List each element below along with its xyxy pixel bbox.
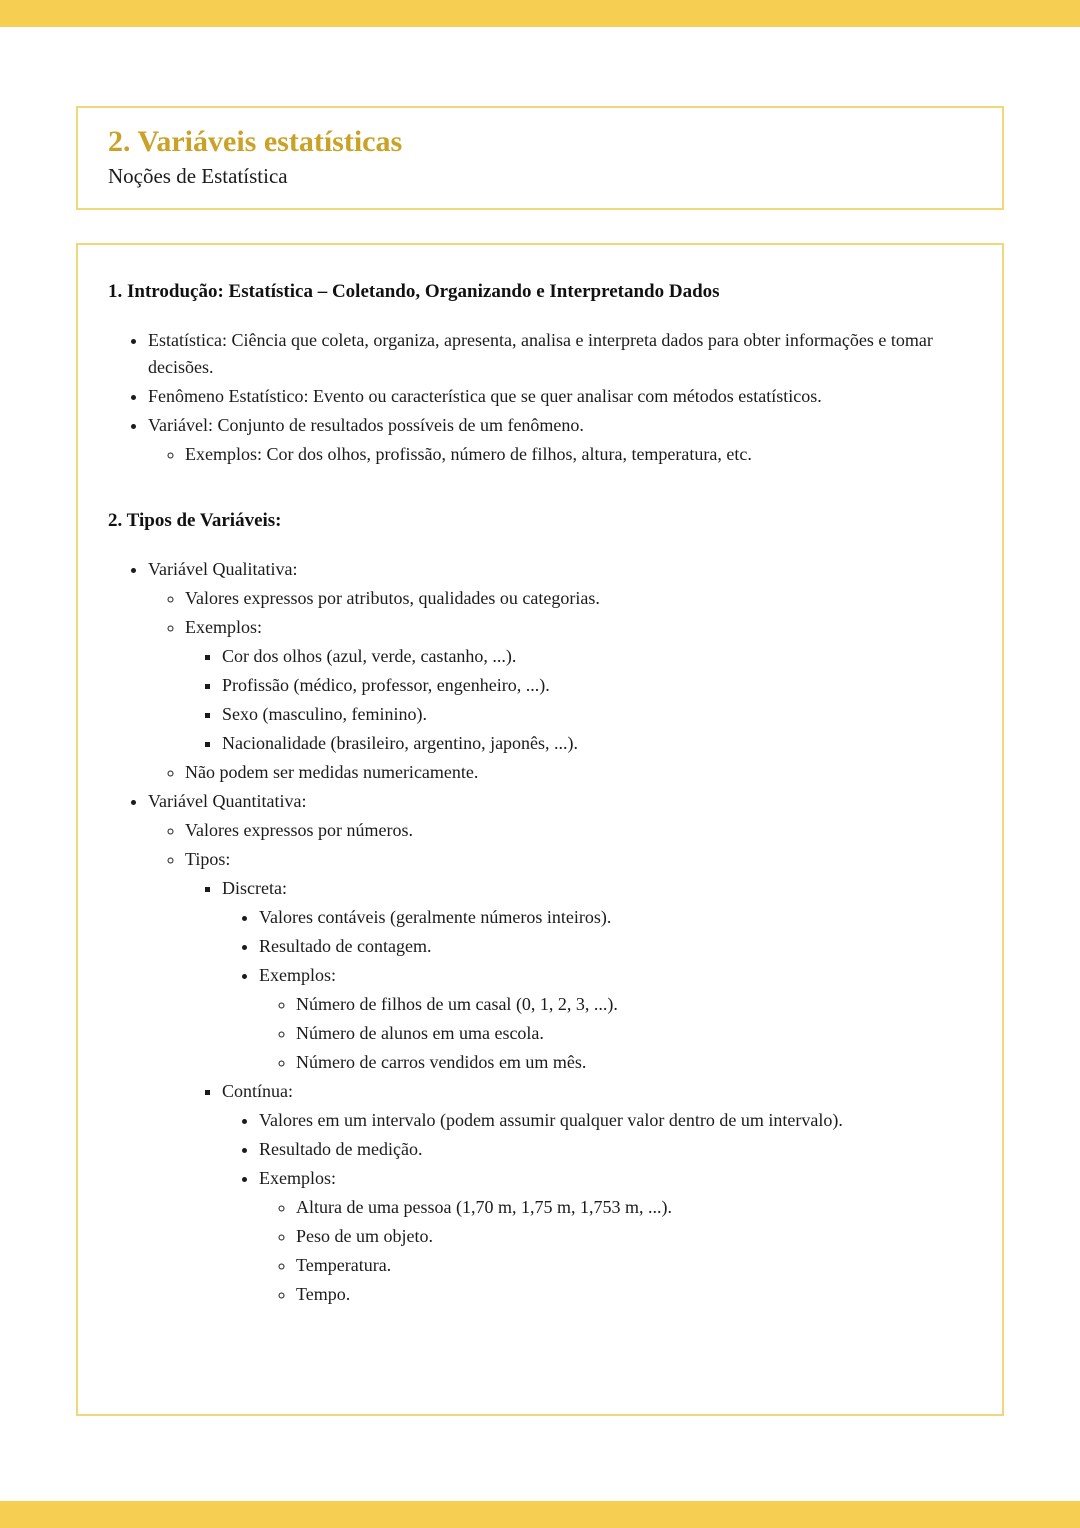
sections <box>108 281 966 1308</box>
list-item-text: Número de filhos de um casal (0, 1, 2, 3, ...). <box>296 994 618 1014</box>
list-item-text: Tempo. <box>296 1284 351 1304</box>
list-item-text: Valores contáveis (geralmente números inteiros). <box>259 907 612 927</box>
list-item <box>259 1165 966 1308</box>
list-item <box>185 817 966 844</box>
section-heading: 1. Introdução: Estatística – Coletando, Organizando e Interpretando Dados <box>108 281 720 302</box>
list-item-text: Tipos: <box>185 849 231 869</box>
list-item-text: Exemplos: Cor dos olhos, profissão, número de filhos, altura, temperatura, etc. <box>185 444 752 464</box>
list-item-text: Sexo (masculino, feminino). <box>222 704 427 724</box>
list-item-text: Exemplos: <box>259 965 336 985</box>
list-item-text: Peso de um objeto. <box>296 1226 433 1246</box>
bullet-list-level-4 <box>222 904 966 1076</box>
list-item <box>296 1252 966 1279</box>
list-item-text: Cor dos olhos (azul, verde, castanho, ...). <box>222 646 517 666</box>
list-item <box>296 1223 966 1250</box>
list-item-text: Valores expressos por números. <box>185 820 413 840</box>
list-item <box>222 643 966 670</box>
list-item-text: Resultado de contagem. <box>259 936 432 956</box>
bullet-list-level-1 <box>108 556 966 1308</box>
bullet-list-level-5 <box>259 991 966 1076</box>
list-item-text: Exemplos: <box>185 617 262 637</box>
top-accent-bar <box>0 0 1080 27</box>
bottom-accent-bar <box>0 1501 1080 1528</box>
list-item <box>222 875 966 1076</box>
list-item <box>185 441 966 468</box>
list-item <box>259 962 966 1076</box>
list-item-text: Número de alunos em uma escola. <box>296 1023 544 1043</box>
list-item <box>259 1107 966 1134</box>
list-item <box>296 991 966 1018</box>
section-heading: 2. Tipos de Variáveis: <box>108 510 282 531</box>
bullet-list-level-1 <box>108 327 966 468</box>
list-item <box>185 846 966 1308</box>
list-item-text: Não podem ser medidas numericamente. <box>185 762 479 782</box>
header-card <box>76 106 1004 210</box>
bullet-list-level-2 <box>148 817 966 1308</box>
list-item <box>259 904 966 931</box>
list-item-text: Estatística: Ciência que coleta, organiza, apresenta, analisa e interpreta dados para obter informações e tomar decisões. <box>148 330 933 377</box>
list-item-text: Fenômeno Estatístico: Evento ou característica que se quer analisar com métodos estatísticos. <box>148 386 822 406</box>
page-title: 2. Variáveis estatísticas <box>108 125 403 158</box>
section <box>108 510 966 1308</box>
list-item-text: Variável Quantitativa: <box>148 791 307 811</box>
list-item <box>222 730 966 757</box>
list-item <box>259 1136 966 1163</box>
list-item <box>148 383 966 410</box>
list-item <box>185 759 966 786</box>
list-item <box>259 933 966 960</box>
bullet-list-level-2 <box>148 441 966 468</box>
list-item <box>148 556 966 786</box>
list-item-text: Variável: Conjunto de resultados possíveis de um fenômeno. <box>148 415 584 435</box>
list-item-text: Profissão (médico, professor, engenheiro, ...). <box>222 675 550 695</box>
list-item-text: Variável Qualitativa: <box>148 559 298 579</box>
list-item-text: Temperatura. <box>296 1255 392 1275</box>
section <box>108 281 966 468</box>
bullet-list-level-4 <box>222 1107 966 1308</box>
bullet-list-level-5 <box>259 1194 966 1308</box>
list-item-text: Exemplos: <box>259 1168 336 1188</box>
bullet-list-level-3 <box>185 643 966 757</box>
list-item-text: Nacionalidade (brasileiro, argentino, japonês, ...). <box>222 733 579 753</box>
list-item-text: Contínua: <box>222 1081 293 1101</box>
list-item <box>296 1020 966 1047</box>
list-item <box>296 1194 966 1221</box>
list-item-text: Discreta: <box>222 878 287 898</box>
list-item <box>296 1281 966 1308</box>
list-item <box>185 614 966 757</box>
list-item <box>222 1078 966 1308</box>
list-item <box>222 672 966 699</box>
list-item <box>296 1049 966 1076</box>
list-item-text: Resultado de medição. <box>259 1139 423 1159</box>
content-card <box>76 243 1004 1416</box>
bullet-list-level-2 <box>148 585 966 786</box>
list-item-text: Altura de uma pessoa (1,70 m, 1,75 m, 1,753 m, ...). <box>296 1197 672 1217</box>
list-item <box>222 701 966 728</box>
list-item <box>185 585 966 612</box>
list-item <box>148 327 966 381</box>
list-item-text: Valores em um intervalo (podem assumir qualquer valor dentro de um intervalo). <box>259 1110 843 1130</box>
list-item <box>148 788 966 1308</box>
page-subtitle: Noções de Estatística <box>108 164 288 188</box>
list-item <box>148 412 966 468</box>
bullet-list-level-3 <box>185 875 966 1308</box>
list-item-text: Valores expressos por atributos, qualidades ou categorias. <box>185 588 600 608</box>
list-item-text: Número de carros vendidos em um mês. <box>296 1052 587 1072</box>
